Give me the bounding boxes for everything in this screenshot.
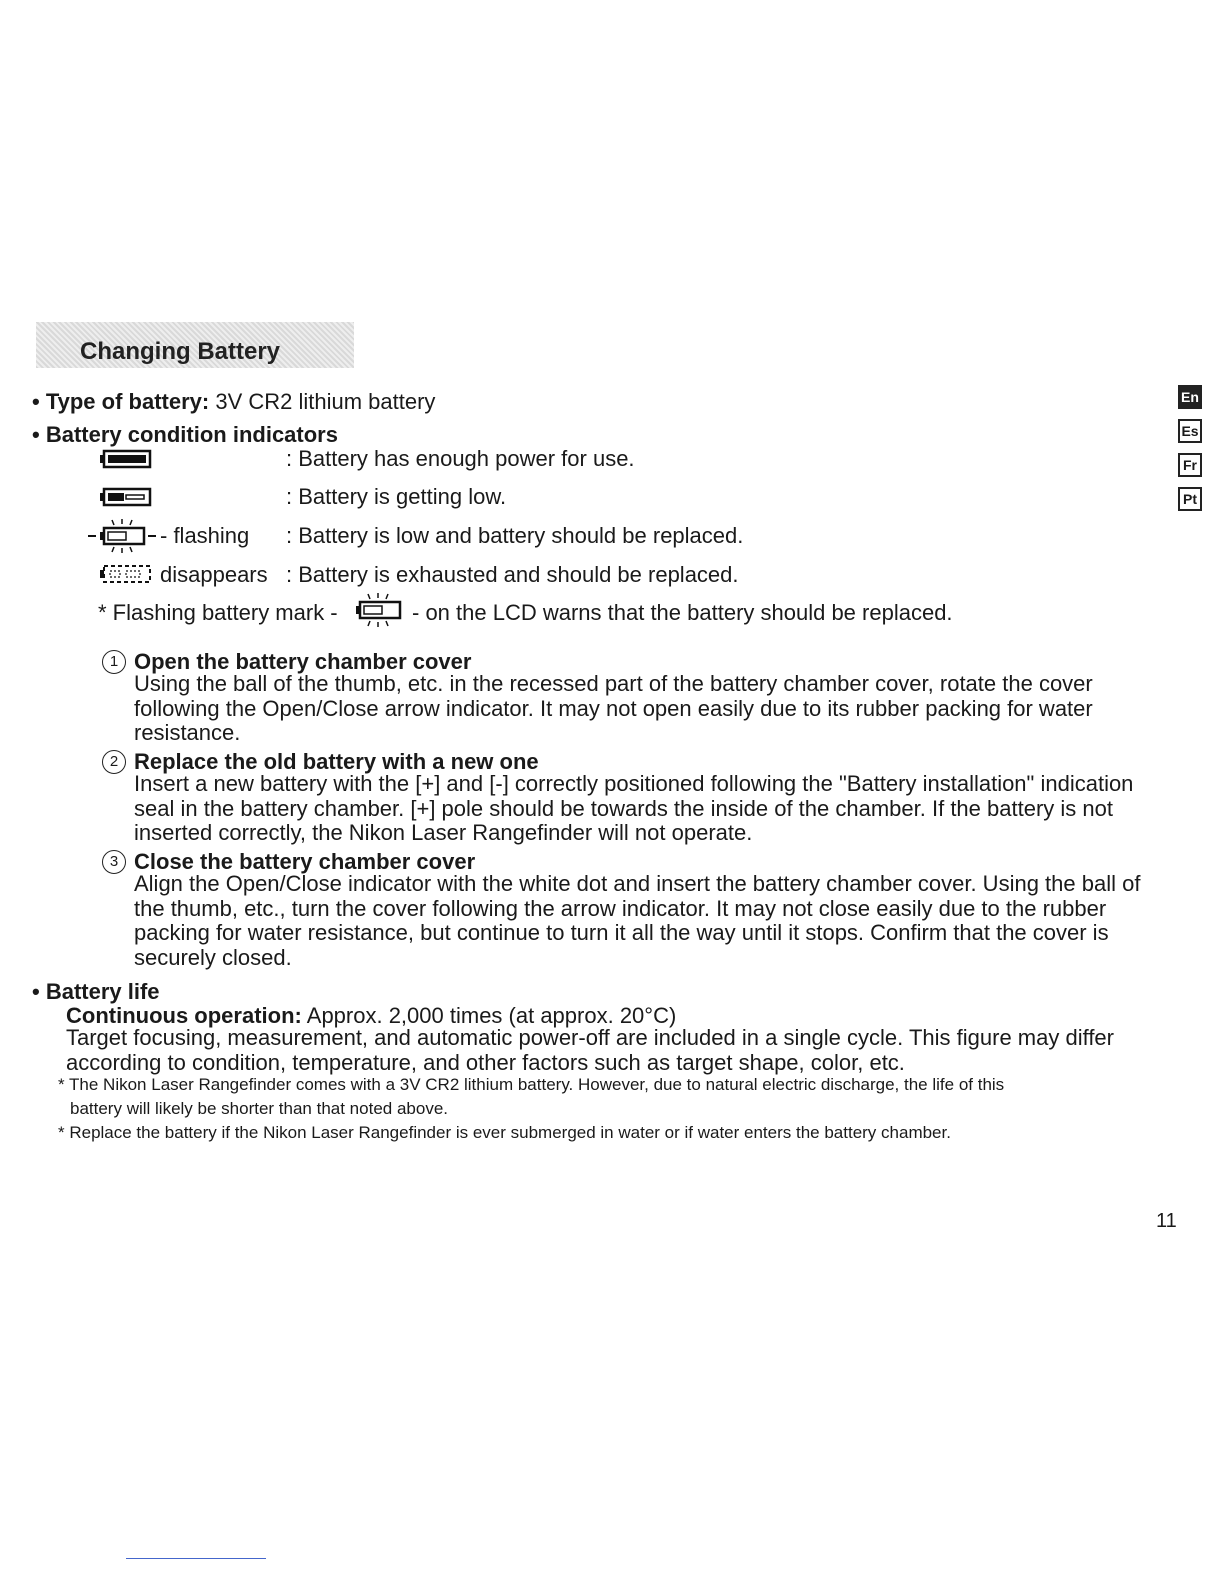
page-number: 11 — [1156, 1210, 1177, 1232]
battery-life-note-1-cont: battery will likely be shorter than that noted above. — [70, 1099, 448, 1118]
step-1-body: Using the ball of the thumb, etc. in the recessed part of the battery chamber cover, rotate the cover following the Open/Close arrow indicator. It may not open easily due to its rubber packing for water resistance. — [134, 671, 1093, 745]
step-number-1: 1 — [102, 650, 126, 674]
type-of-battery-label: Type of battery: — [45, 389, 210, 414]
indicators-heading-line: • Battery condition indicators — [32, 422, 338, 447]
battery-life-body: Target focusing, measurement, and automatic power-off are included in a single cycle. This figure may differ according to condition, temperature, and other factors such as target shape, color, etc. — [66, 1025, 1114, 1075]
battery-life-note-1: * The Nikon Laser Rangefinder comes with a 3V CR2 lithium battery. However, due to natural electric discharge, the life of this — [58, 1075, 1005, 1094]
indicators-heading: Battery condition indicators — [45, 422, 338, 447]
language-tab-pt[interactable]: Pt — [1178, 487, 1202, 511]
step-2-body: Insert a new battery with the [+] and [-] correctly positioned following the "Battery installation" indication seal in the battery chamber. [+] pole should be towards the inside of the chamber. If the battery is not inserted correctly, the Nikon Laser Rangefinder will not operate. — [134, 771, 1134, 845]
step-number-3: 3 — [102, 850, 126, 874]
indicator-desc-low: : Battery is getting low. — [286, 484, 507, 509]
step-3-title: Close the battery chamber cover — [134, 849, 476, 874]
step-1-title: Open the battery chamber cover — [134, 649, 472, 674]
language-tab-en[interactable]: En — [1178, 385, 1202, 409]
battery-life-note-2: * Replace the battery if the Nikon Laser Rangefinder is ever submerged in water or if water enters the battery chamber. — [58, 1123, 951, 1142]
battery-low-icon — [100, 488, 152, 510]
indicator-label-disappears: disappears — [160, 562, 268, 587]
battery-life-heading-line: • Battery life — [32, 979, 160, 1004]
battery-life-heading: Battery life — [45, 979, 160, 1004]
language-tab-fr[interactable]: Fr — [1178, 453, 1202, 477]
continuous-operation-label: Continuous operation: — [66, 1003, 302, 1028]
bottom-divider — [126, 1558, 266, 1559]
language-tab-es[interactable]: Es — [1178, 419, 1202, 443]
page-title: Changing Battery — [80, 338, 281, 365]
indicator-desc-full: : Battery has enough power for use. — [286, 446, 635, 471]
continuous-operation-value: Approx. 2,000 times (at approx. 20°C) — [306, 1003, 677, 1028]
indicator-label-flashing: - flashing — [160, 523, 250, 548]
step-2-title: Replace the old battery with a new one — [134, 749, 539, 774]
battery-empty-icon — [100, 565, 152, 583]
indicator-desc-flashing: : Battery is low and battery should be replaced. — [286, 523, 744, 548]
battery-flashing-icon — [86, 518, 158, 554]
battery-flashing-mark-icon — [342, 592, 414, 628]
type-of-battery-value: 3V CR2 lithium battery — [215, 389, 436, 414]
type-of-battery-line: • Type of battery: 3V CR2 lithium battery — [32, 389, 436, 414]
step-3-body: Align the Open/Close indicator with the white dot and insert the battery chamber cover. Using the ball of the thumb, etc., turn the cover following the arrow indicator. It may not close easily due to the rubber packing for water resistance, but continue to turn it all the way until it stops. Confirm that the cover is securely closed. — [134, 871, 1141, 970]
step-number-2: 2 — [102, 750, 126, 774]
flashing-note-post: - on the LCD warns that the battery should be replaced. — [412, 600, 953, 625]
battery-full-icon — [100, 450, 152, 472]
indicator-desc-disappears: : Battery is exhausted and should be replaced. — [286, 562, 739, 587]
flashing-note-pre: * Flashing battery mark - — [98, 600, 338, 625]
